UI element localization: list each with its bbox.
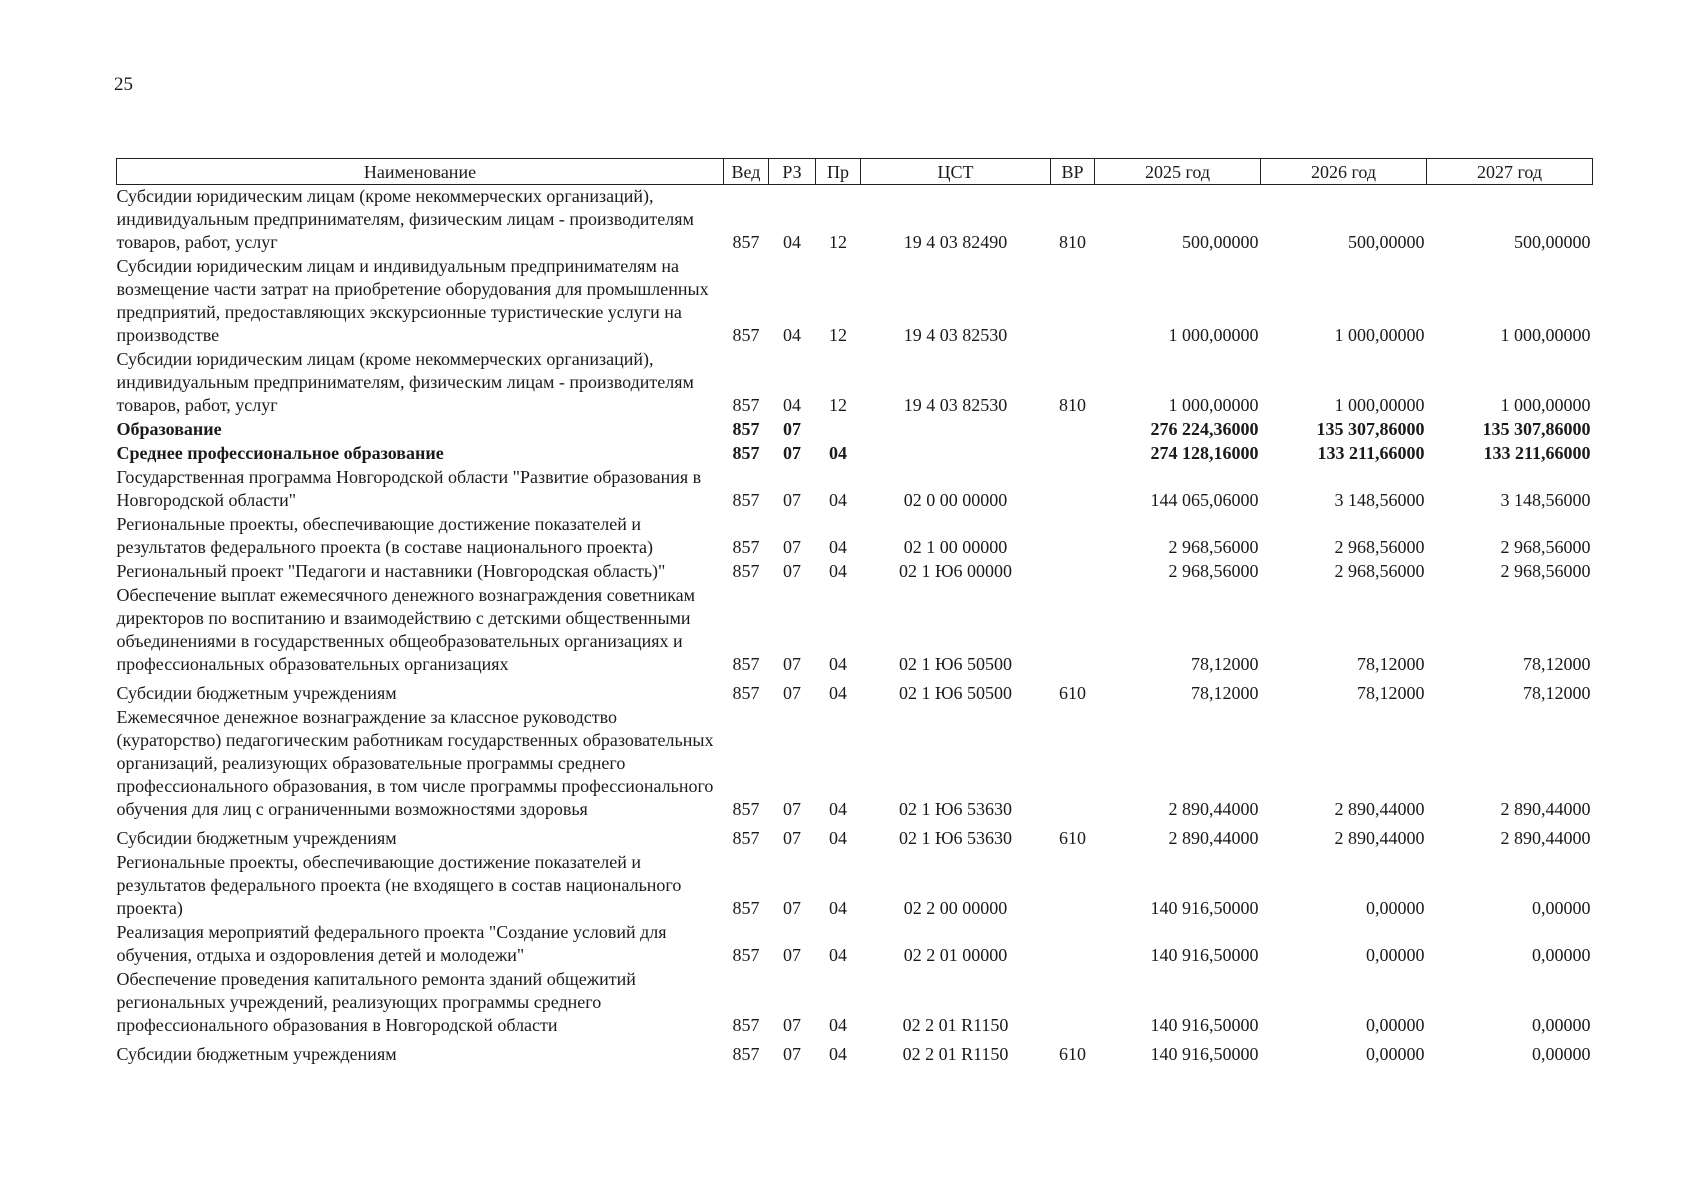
row-amount-2027: 78,12000 xyxy=(1523,654,1591,674)
row-amount-2027: 0,00000 xyxy=(1532,1044,1591,1064)
table-body xyxy=(117,185,1593,1068)
header-2025: 2025 год xyxy=(1095,159,1261,185)
row-ved: 857 xyxy=(732,325,760,345)
row-amount-2025: 276 224,36000 xyxy=(1150,419,1259,439)
row-name: Региональный проект "Педагоги и наставники (Новгородская область)" xyxy=(116,561,666,581)
row-amount-2025: 500,00000 xyxy=(1182,232,1259,252)
row-amount-2026: 2 968,56000 xyxy=(1334,537,1425,557)
row-name: Субсидии юридическим лицам и индивидуальным предпринимателям на возмещение части затрат на приобретение оборудования для промышленных предприятий, предоставляющих экскурсионные туристические услуги на производстве xyxy=(116,256,709,345)
row-rz: 07 xyxy=(783,490,801,510)
row-pr: 04 xyxy=(829,1015,847,1035)
header-2026: 2026 год xyxy=(1261,159,1427,185)
row-ved: 857 xyxy=(732,419,760,439)
row-rz: 07 xyxy=(783,443,801,463)
table-row xyxy=(117,706,1593,822)
row-name: Обеспечение проведения капитального ремонта зданий общежитий региональных учреждений, реализующих программы среднего профессионального образования в Новгородской области xyxy=(116,969,636,1035)
table-row xyxy=(117,560,1593,584)
row-cst: 02 2 01 R1150 xyxy=(902,1015,1009,1035)
row-rz: 04 xyxy=(783,232,801,252)
row-ved: 857 xyxy=(732,561,760,581)
header-name: Наименование xyxy=(117,159,724,185)
row-rz: 04 xyxy=(783,325,801,345)
row-amount-2027: 78,12000 xyxy=(1523,683,1591,703)
row-name: Субсидии юридическим лицам (кроме некоммерческих организаций), индивидуальным предпринимателям, физическим лицам - производителям товаров, работ, услуг xyxy=(116,349,694,415)
row-ved: 857 xyxy=(732,654,760,674)
table-row xyxy=(117,466,1593,513)
row-cst: 19 4 03 82530 xyxy=(903,395,1008,415)
row-amount-2026: 133 211,66000 xyxy=(1317,443,1425,463)
header-cst: ЦСТ xyxy=(861,159,1051,185)
row-amount-2025: 78,12000 xyxy=(1191,683,1259,703)
row-name: Государственная программа Новгородской области "Развитие образования в Новгородской области" xyxy=(116,467,702,510)
row-amount-2026: 78,12000 xyxy=(1357,683,1425,703)
row-ved: 857 xyxy=(732,799,760,819)
row-cst: 02 1 Ю6 50500 xyxy=(898,683,1012,703)
row-rz: 07 xyxy=(783,683,801,703)
row-amount-2027: 1 000,00000 xyxy=(1500,395,1591,415)
row-pr: 04 xyxy=(829,828,847,848)
row-name: Региональные проекты, обеспечивающие достижение показателей и результатов федерального проекта (не входящего в состав национального проекта) xyxy=(116,852,682,918)
row-amount-2025: 78,12000 xyxy=(1191,654,1259,674)
row-rz: 07 xyxy=(783,898,801,918)
row-amount-2026: 1 000,00000 xyxy=(1334,395,1425,415)
row-amount-2026: 0,00000 xyxy=(1366,945,1425,965)
row-rz: 07 xyxy=(783,828,801,848)
row-name: Региональные проекты, обеспечивающие достижение показателей и результатов федерального проекта (в составе национального проекта) xyxy=(116,514,654,557)
row-amount-2026: 1 000,00000 xyxy=(1334,325,1425,345)
row-ved: 857 xyxy=(732,395,760,415)
header-2027: 2027 год xyxy=(1427,159,1593,185)
row-name: Субсидии бюджетным учреждениям xyxy=(116,1044,397,1064)
row-ved: 857 xyxy=(732,1044,760,1064)
row-pr: 12 xyxy=(829,232,847,252)
table-row xyxy=(117,348,1593,418)
row-cst: 02 1 Ю6 53630 xyxy=(898,828,1012,848)
row-pr: 04 xyxy=(829,443,847,463)
row-name: Субсидии бюджетным учреждениям xyxy=(116,683,397,703)
row-amount-2026: 0,00000 xyxy=(1366,1044,1425,1064)
row-pr: 04 xyxy=(829,945,847,965)
row-amount-2027: 500,00000 xyxy=(1514,232,1591,252)
row-amount-2025: 140 916,50000 xyxy=(1150,1015,1259,1035)
row-vr xyxy=(1051,921,1095,968)
row-cst: 02 2 01 00000 xyxy=(903,945,1008,965)
row-cst: 02 1 Ю6 00000 xyxy=(898,561,1012,581)
row-cst: 02 1 Ю6 50500 xyxy=(898,654,1012,674)
budget-table xyxy=(116,158,1593,1067)
table-row xyxy=(117,418,1593,442)
header-vr: ВР xyxy=(1051,159,1095,185)
row-amount-2027: 133 211,66000 xyxy=(1483,443,1591,463)
table-row xyxy=(117,822,1593,851)
row-pr: 04 xyxy=(829,799,847,819)
row-name: Образование xyxy=(116,419,222,439)
row-ved: 857 xyxy=(732,945,760,965)
table-row xyxy=(117,677,1593,706)
row-amount-2026: 2 968,56000 xyxy=(1334,561,1425,581)
row-amount-2025: 2 968,56000 xyxy=(1168,561,1259,581)
row-amount-2026: 2 890,44000 xyxy=(1334,799,1425,819)
row-vr: 610 xyxy=(1059,683,1086,703)
row-amount-2025: 144 065,06000 xyxy=(1150,490,1259,510)
row-amount-2025: 274 128,16000 xyxy=(1150,443,1259,463)
row-pr: 12 xyxy=(829,395,847,415)
row-amount-2026: 78,12000 xyxy=(1357,654,1425,674)
header-pr: Пр xyxy=(816,159,861,185)
row-vr xyxy=(1051,560,1095,584)
row-vr xyxy=(1051,513,1095,560)
row-pr: 04 xyxy=(829,898,847,918)
row-amount-2026: 2 890,44000 xyxy=(1334,828,1425,848)
table-row xyxy=(117,513,1593,560)
table-row xyxy=(117,442,1593,466)
row-name: Субсидии юридическим лицам (кроме некоммерческих организаций), индивидуальным предпринимателям, физическим лицам - производителям товаров, работ, услуг xyxy=(116,186,694,252)
row-amount-2025: 140 916,50000 xyxy=(1150,898,1259,918)
row-rz: 07 xyxy=(783,561,801,581)
row-ved: 857 xyxy=(732,443,760,463)
row-ved: 857 xyxy=(732,490,760,510)
row-vr xyxy=(1051,466,1095,513)
row-ved: 857 xyxy=(732,537,760,557)
row-pr: 04 xyxy=(829,561,847,581)
page-number: 25 xyxy=(114,74,133,95)
row-amount-2026: 0,00000 xyxy=(1366,898,1425,918)
row-pr: 04 xyxy=(829,490,847,510)
row-amount-2025: 1 000,00000 xyxy=(1168,395,1259,415)
table-header xyxy=(117,159,1593,185)
row-rz: 07 xyxy=(783,1044,801,1064)
row-rz: 07 xyxy=(783,654,801,674)
row-vr xyxy=(1051,584,1095,677)
table-row xyxy=(117,584,1593,677)
row-amount-2026: 135 307,86000 xyxy=(1316,419,1425,439)
row-amount-2027: 2 968,56000 xyxy=(1500,561,1591,581)
row-rz: 07 xyxy=(783,945,801,965)
row-amount-2025: 2 968,56000 xyxy=(1168,537,1259,557)
row-pr: 04 xyxy=(829,683,847,703)
row-amount-2025: 140 916,50000 xyxy=(1150,945,1259,965)
table-row xyxy=(117,921,1593,968)
row-vr xyxy=(1051,706,1095,822)
row-ved: 857 xyxy=(732,232,760,252)
row-pr: 12 xyxy=(829,325,847,345)
row-amount-2027: 3 148,56000 xyxy=(1500,490,1591,510)
row-pr: 04 xyxy=(829,537,847,557)
header-rz: РЗ xyxy=(769,159,816,185)
row-vr: 610 xyxy=(1059,828,1086,848)
row-cst xyxy=(861,442,1051,466)
row-vr xyxy=(1051,418,1095,442)
row-amount-2027: 135 307,86000 xyxy=(1482,419,1591,439)
row-rz: 07 xyxy=(783,799,801,819)
row-vr xyxy=(1051,851,1095,921)
row-amount-2025: 140 916,50000 xyxy=(1150,1044,1259,1064)
row-amount-2027: 1 000,00000 xyxy=(1500,325,1591,345)
row-vr xyxy=(1051,255,1095,348)
row-name: Среднее профессиональное образование xyxy=(116,443,444,463)
row-cst: 19 4 03 82490 xyxy=(903,232,1008,252)
row-vr: 610 xyxy=(1059,1044,1086,1064)
row-name: Ежемесячное денежное вознаграждение за классное руководство (кураторство) педагогическим работникам государственных образовательных организаций, реализующих образовательные программы среднего профессионального образования, в том числе программы профессионального обучения для лиц с ограниченными возможностями здоровья xyxy=(116,707,714,819)
row-cst: 02 0 00 00000 xyxy=(903,490,1008,510)
row-cst: 02 2 01 R1150 xyxy=(902,1044,1009,1064)
row-pr: 04 xyxy=(829,1044,847,1064)
row-ved: 857 xyxy=(732,828,760,848)
row-ved: 857 xyxy=(732,898,760,918)
row-pr xyxy=(816,418,861,442)
table-row xyxy=(117,851,1593,921)
row-amount-2025: 2 890,44000 xyxy=(1168,828,1259,848)
row-amount-2027: 0,00000 xyxy=(1532,945,1591,965)
table-row xyxy=(117,968,1593,1038)
row-cst: 02 1 00 00000 xyxy=(903,537,1008,557)
row-pr: 04 xyxy=(829,654,847,674)
row-cst: 02 2 00 00000 xyxy=(903,898,1008,918)
row-rz: 04 xyxy=(783,395,801,415)
row-amount-2025: 2 890,44000 xyxy=(1168,799,1259,819)
row-amount-2026: 500,00000 xyxy=(1348,232,1425,252)
row-amount-2027: 0,00000 xyxy=(1532,898,1591,918)
row-ved: 857 xyxy=(732,1015,760,1035)
row-amount-2027: 2 890,44000 xyxy=(1500,828,1591,848)
table-row xyxy=(117,185,1593,256)
row-cst: 02 1 Ю6 53630 xyxy=(898,799,1012,819)
row-vr: 810 xyxy=(1059,232,1086,252)
row-amount-2026: 0,00000 xyxy=(1366,1015,1425,1035)
row-amount-2027: 0,00000 xyxy=(1532,1015,1591,1035)
row-vr xyxy=(1051,968,1095,1038)
row-cst xyxy=(861,418,1051,442)
row-name: Реализация мероприятий федерального проекта "Создание условий для обучения, отдыха и оздоровления детей и молодежи" xyxy=(116,922,667,965)
row-amount-2026: 3 148,56000 xyxy=(1334,490,1425,510)
row-amount-2027: 2 890,44000 xyxy=(1500,799,1591,819)
row-rz: 07 xyxy=(783,1015,801,1035)
row-amount-2025: 1 000,00000 xyxy=(1168,325,1259,345)
row-name: Обеспечение выплат ежемесячного денежного вознаграждения советникам директоров по воспитанию и взаимодействию с детскими общественными объединениями в государственных общеобразовательных организациях и профессиональных образовательных организациях xyxy=(116,585,696,674)
row-ved: 857 xyxy=(732,683,760,703)
row-rz: 07 xyxy=(783,419,801,439)
row-name: Субсидии бюджетным учреждениям xyxy=(116,828,397,848)
row-vr xyxy=(1051,442,1095,466)
row-cst: 19 4 03 82530 xyxy=(903,325,1008,345)
table-row xyxy=(117,1038,1593,1067)
header-ved: Вед xyxy=(724,159,769,185)
row-amount-2027: 2 968,56000 xyxy=(1500,537,1591,557)
table-row xyxy=(117,255,1593,348)
row-vr: 810 xyxy=(1059,395,1086,415)
header-row xyxy=(117,159,1593,185)
row-rz: 07 xyxy=(783,537,801,557)
